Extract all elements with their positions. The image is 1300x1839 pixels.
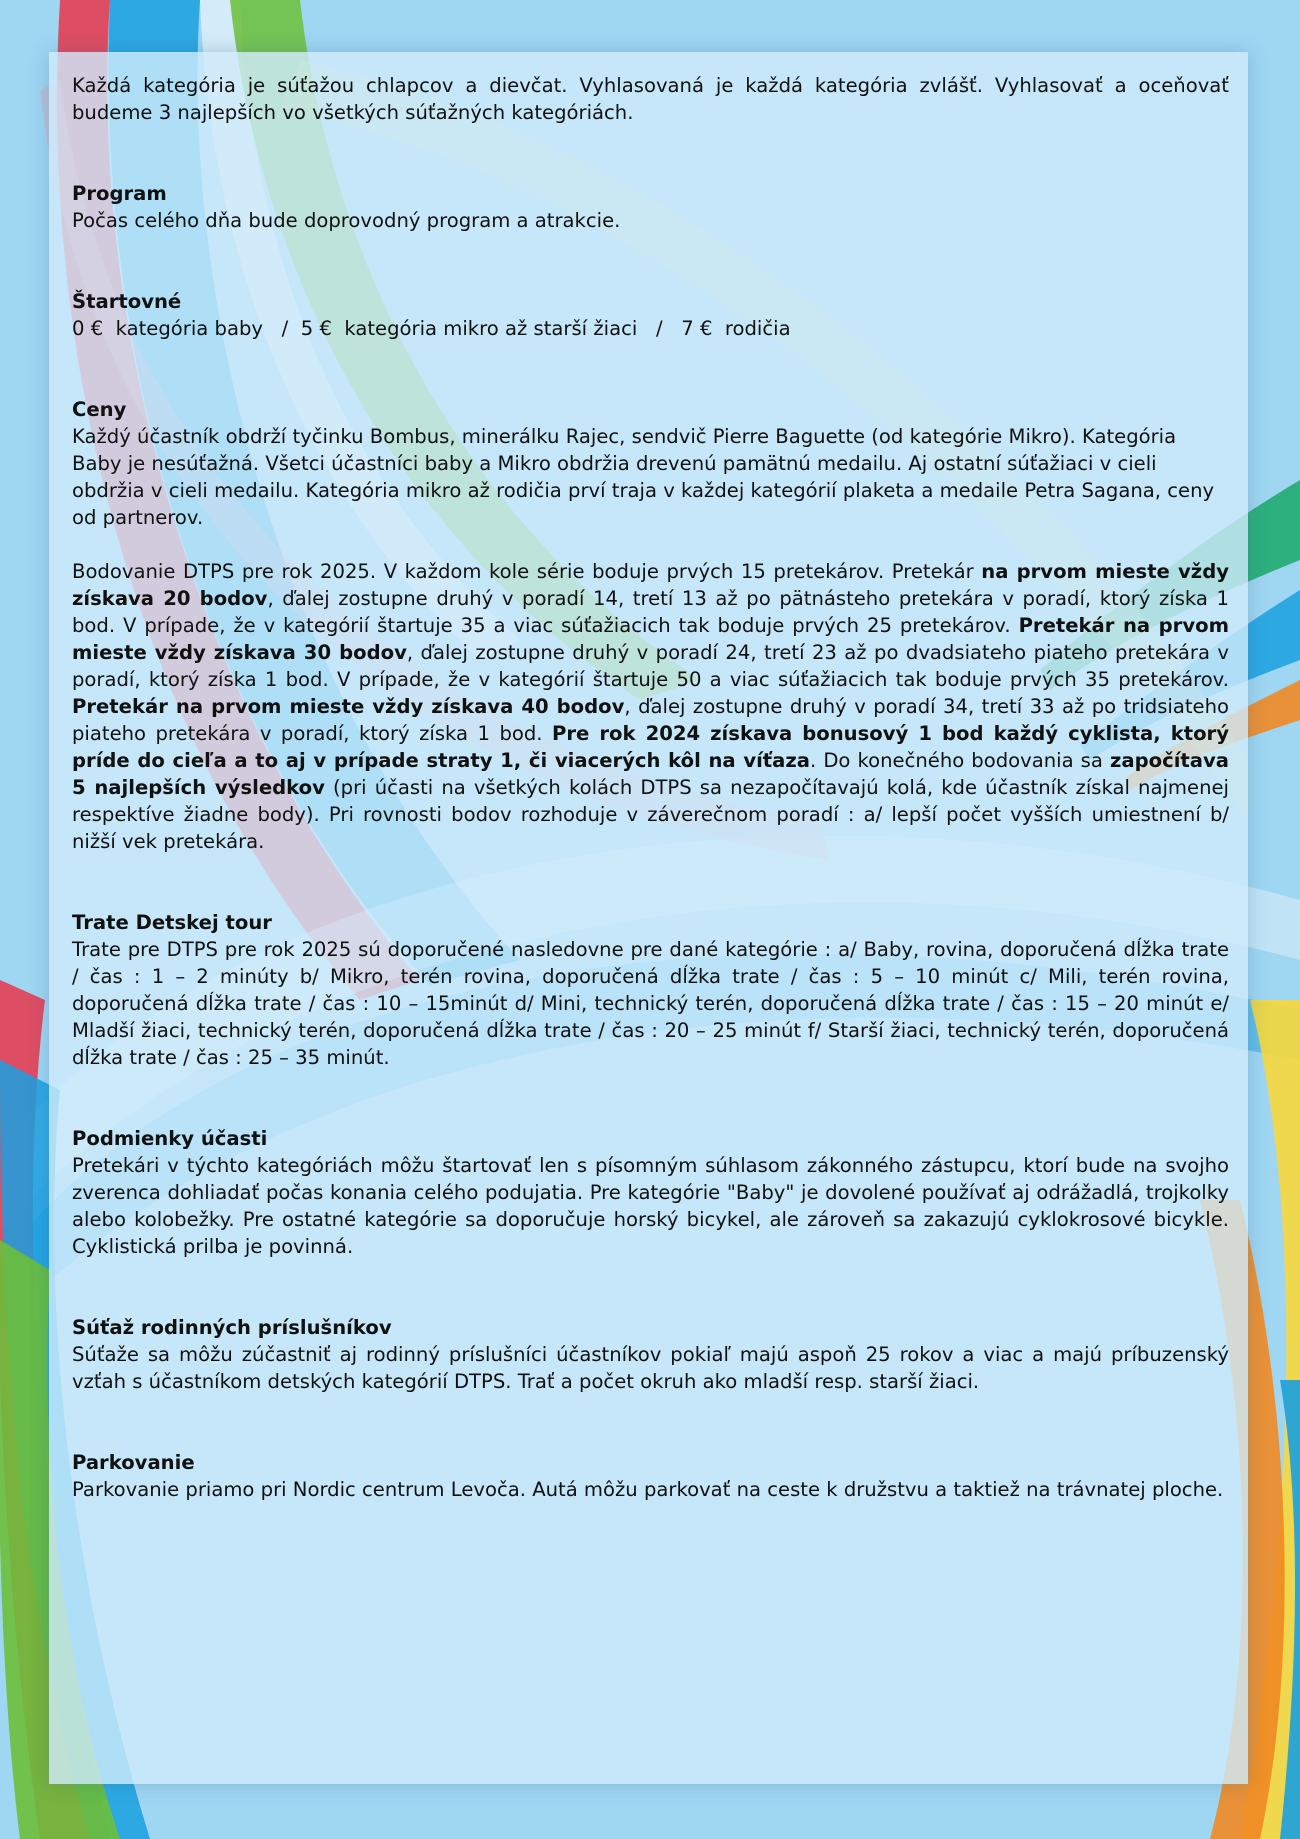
bodovanie-text-4: , ďalej zostupne druhý v poradí 34, tretí 33 až po tridsiateho piateho pretekára v poradí, ktorý získa 1 bod. (72, 695, 1229, 745)
podmienky-heading: Podmienky účasti (72, 1127, 268, 1150)
startovne-heading: Štartovné (72, 290, 182, 313)
program-heading: Program (72, 182, 167, 205)
bodovanie-bold-4: Pre rok 2024 získava bonusový 1 bod každý cyklista, ktorý príde do cieľa a to aj v prípade straty 1, či viacerých kôl na víťaza (72, 722, 1229, 772)
sutaz-text: Súťaže sa môžu zúčastniť aj rodinný príslušníci účastníkov pokiaľ majú aspoň 25 rokov a viac a majú príbuzenský vzťah s účastníkom detských kategórií DTPS. Trať a počet okruh ako mladší resp. starší žiaci. (72, 1343, 1229, 1393)
bodovanie-text-2: , ďalej zostupne druhý v poradí 14, tretí 13 až po pätnásteho pretekára v poradí, ktorý získa 1 bod. V prípade, že v kategórií štartuje 35 a viac súťažiacich tak boduje prvých 25 pretekárov. (72, 587, 1230, 637)
bodovanie-text-3: , ďalej zostupne druhý v poradí 24, tretí 23 až po dvadsiateho piateho pretekára v poradí, ktorý získa 1 bod. V prípade, že v kategórií štartuje 50 a viac súťažiacich tak boduje prvých 35 pretekárov. (72, 641, 1230, 691)
ceny-heading: Ceny (72, 398, 127, 421)
parkovanie-text: Parkovanie priamo pri Nordic centrum Levoča. Autá môžu parkovať na ceste k družstvu a taktiež na trávnatej ploche. (72, 1478, 1224, 1501)
bodovanie-paragraph (72, 558, 1229, 855)
bodovanie-text-5: . Do konečného bodovania sa (810, 749, 1110, 772)
intro-paragraph: Každá kategória je súťažou chlapcov a dievčat. Vyhlasovaná je každá kategória zvlášť. Vyhlasovať a oceňovať budeme 3 najlepších vo všetkých súťažných kategóriách. (72, 74, 1229, 124)
startovne-text: 0 € kategória baby / 5 € kategória mikro až starší žiaci / 7 € rodičia (72, 317, 791, 340)
bodovanie-bold-5: započítava 5 najlepších výsledkov (72, 749, 1229, 799)
trate-heading: Trate Detskej tour (72, 911, 272, 934)
bodovanie-bold-1: na prvom mieste vždy získava 20 bodov (72, 560, 1229, 610)
parkovanie-heading: Parkovanie (72, 1451, 195, 1474)
bodovanie-text-6: (pri účasti na všetkých kolách DTPS sa nezapočítavajú kolá, kde účastník získal najmenej respektíve žiadne body). Pri rovnosti bodov rozhoduje v záverečnom poradí : a/ lepší počet vyšších umiestnení b/ nižší vek pretekára. (72, 776, 1229, 853)
bodovanie-bold-2: Pretekár na prvom mieste vždy získava 30 bodov (72, 614, 1229, 664)
bodovanie-bold-3: Pretekár na prvom mieste vždy získava 40 bodov (72, 695, 625, 718)
bodovanie-text-1: Bodovanie DTPS pre rok 2025. V každom kole série boduje prvých 15 pretekárov. Pretekár (72, 560, 982, 583)
podmienky-text: Pretekári v týchto kategóriách môžu štartovať len s písomným súhlasom zákonného zástupcu, ktorí bude na svojho zverenca dohliadať počas konania celého podujatia. Pre kategórie "Baby" je dovolené používať aj odrážadlá, trojkolky alebo kolobežky. Pre ostatné kategórie sa doporučuje horský bicykel, ale zároveň sa zakazujú cyklokrosové bicykle. Cyklistická prilba je povinná. (72, 1154, 1229, 1258)
sutaz-heading: Súťaž rodinných príslušníkov (72, 1316, 392, 1339)
trate-text: Trate pre DTPS pre rok 2025 sú doporučené nasledovne pre dané kategórie : a/ Baby, rovina, doporučená dĺžka trate / čas : 1 – 2 minúty b/ Mikro, terén rovina, doporučená dĺžka trate / čas : 5 – 10 minút c/ Mili, terén rovina, doporučená dĺžka trate / čas : 10 – 15minút d/ Mini, technický terén, doporučená dĺžka trate / čas : 15 – 20 minút e/ Mladší žiaci, technický terén, doporučená dĺžka trate / čas : 20 – 25 minút f/ Starší žiaci, technický terén, doporučená dĺžka trate / čas : 25 – 35 minút. (72, 938, 1229, 1069)
ceny-text: Každý účastník obdrží tyčinku Bombus, minerálku Rajec, sendvič Pierre Baguette (od kategórie Mikro). Kategória Baby je nesúťažná. Všetci účastníci baby a Mikro obdržia drevenú pamätnú medailu. Aj ostatní súťažiaci v cieli obdržia v cieli medailu. Kategória mikro až rodičia prví traja v každej kategórií plaketa a medaile Petra Sagana, ceny od partnerov. (72, 425, 1215, 529)
program-text: Počas celého dňa bude doprovodný program a atrakcie. (72, 209, 621, 232)
document-content (72, 72, 1229, 1503)
